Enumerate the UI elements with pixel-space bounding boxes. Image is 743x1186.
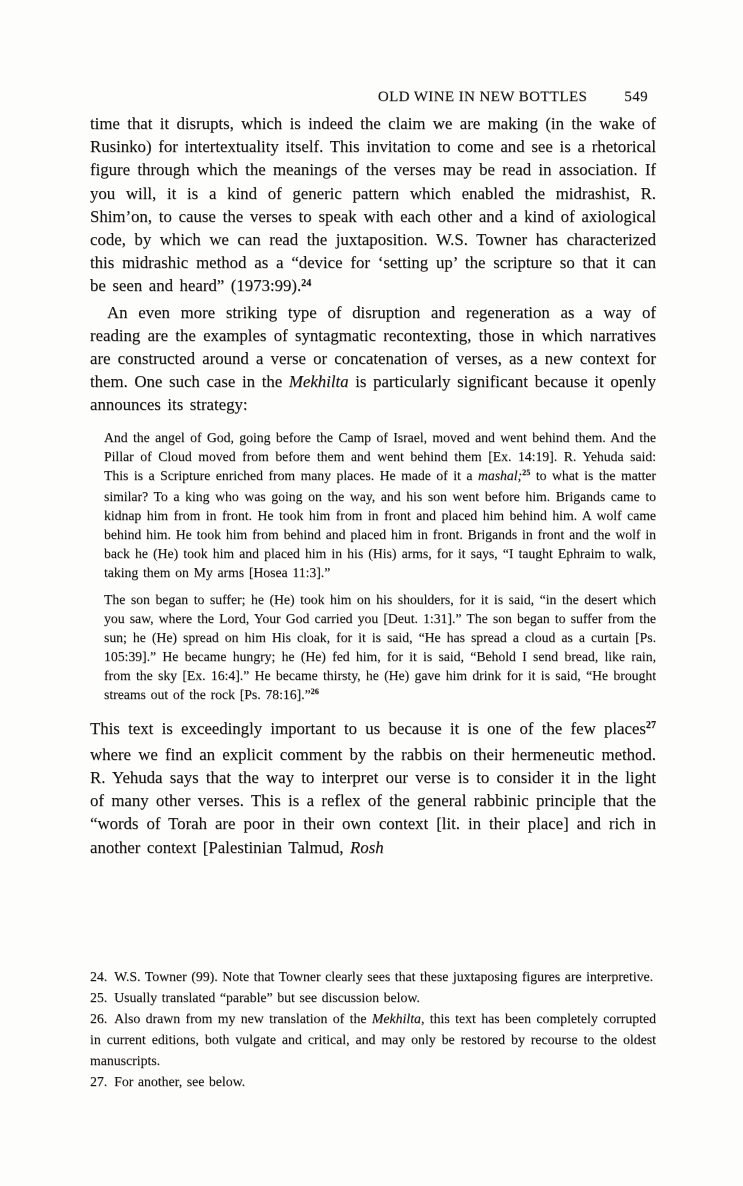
text-run: The son began to suffer; he (He) took him on his shoulders, for it is said, “in the desert which you saw, where the Lord, Your God carried you [Deut. 1:31].” The son began to suffer from the sun; he (He) spread on him His cloak, for it is said, “He has spread a cloud as a curtain [Ps. 105:39].” He became hungry; he (He) fed him, for it is said, “Behold I send bread, like rain, from the sky [Ex. 16:4].” He became thirsty, he (He) gave him drink for it is said, “He brought streams out of the rock [Ps. 78:16].”	[104, 591, 656, 702]
text-run: time that it disrupts, which is indeed the claim we are making (in the wake of Rusinko) for intertextuality itself. This invitation to come and see is a rhetorical figure through which the meanings of the verses may be read in association. If you will, it is a kind of generic pattern which enabled the midrashist, R. Shim’on, to cause the verses to speak with each other and a kind of axiological code, by which we can read the juxtaposition. W.S. Towner has characterized this midrashic method as a “device for ‘setting up’ the scripture so that it can be seen and heard” (1973:99).	[90, 114, 656, 296]
italic-text-run: mashal;	[477, 467, 523, 483]
footnotes-section	[90, 966, 656, 1092]
footnote-number: 27.	[90, 1074, 108, 1089]
footnote	[90, 987, 656, 1008]
footnote	[90, 1071, 656, 1092]
italic-text-run: Mekhilta	[371, 1011, 421, 1026]
text-run: An even more striking type of disruption and regeneration as a way of reading are the examples of syntagmatic recontexting, those in which narratives are constructed around a verse or concatenation of verses, as a new context for them. One such case in the	[90, 302, 656, 392]
footnote-reference: 27	[645, 720, 656, 732]
footnote-reference: 24	[301, 277, 312, 289]
text-run: to what is the matter similar? To a king who was going on the way, and his son went before him. Brigands came to kidnap him from in front. He took him from in front and placed him behind him. A wolf came behind him. He took him from behind and placed him in front. Brigands in front and the wolf in back he (He) took him and placed him in his (His) arms, for it says, “I taught Ephraim to walk, taking them on My arms [Hosea 11:3].”	[104, 467, 656, 580]
running-header	[90, 89, 648, 106]
footnote-number: 26.	[90, 1011, 108, 1026]
text-run: Also drawn from my new translation of the	[114, 1011, 372, 1026]
body-paragraph	[90, 301, 656, 417]
footnote-number: 24.	[90, 969, 108, 984]
italic-text-run: Mekhilta	[288, 372, 349, 392]
page-body	[90, 112, 656, 859]
footnote-reference: 26	[310, 687, 319, 697]
running-title: OLD WINE IN NEW BOTTLES	[377, 89, 588, 105]
text-run: Usually translated “parable” but see discussion below.	[114, 990, 420, 1005]
blockquote-paragraph	[104, 590, 656, 706]
page-number: 549	[624, 89, 648, 105]
footnote	[90, 966, 656, 987]
italic-text-run: Rosh	[350, 837, 384, 857]
text-run: This text is exceedingly important to us because it is one of the few places	[90, 718, 646, 738]
text-run: is particularly significant because it openly announces its strategy:	[90, 372, 657, 415]
footnote	[90, 1008, 656, 1071]
body-paragraph	[90, 717, 656, 859]
footnote-reference: 25	[522, 468, 531, 478]
text-run: For another, see below.	[114, 1074, 246, 1089]
text-run: And the angel of God, going before the Camp of Israel, moved and went behind them. And the Pillar of Cloud moved from before them and went behind them [Ex. 14:19]. R. Yehuda said: This is a Scripture enriched from many places. He made of it a	[104, 429, 656, 483]
text-run: where we find an explicit comment by the rabbis on their hermeneutic method. R. Yehuda says that the way to interpret our verse is to consider it in the light of many other verses. This is a reflex of the general rabbinic principle that the “words of Torah are poor in their own context [lit. in their place] and rich in another context [Palestinian Talmud,	[90, 744, 656, 857]
text-run: W.S. Towner (99). Note that Towner clearly sees that these juxtaposing figures are interpretive.	[114, 969, 654, 984]
footnote-number: 25.	[90, 990, 108, 1005]
text-run: , this text has been completely corrupted in current editions, both vulgate and critical, and may only be restored by recourse to the oldest manuscripts.	[90, 1011, 656, 1068]
blockquote-paragraph	[104, 428, 656, 582]
body-paragraph	[90, 112, 656, 301]
